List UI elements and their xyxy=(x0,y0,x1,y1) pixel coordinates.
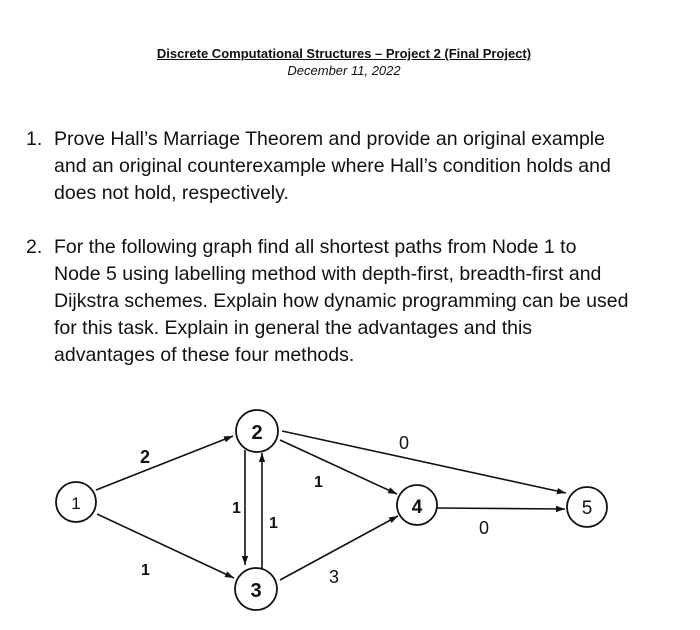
edge-2-4 xyxy=(280,440,397,494)
edge-weight-2-5: 0 xyxy=(399,433,410,453)
edge-weight-2-3: 1 xyxy=(232,500,241,517)
node-label-4: 4 xyxy=(411,497,423,518)
question-text-line: For the following graph find all shortest paths from Node 1 to xyxy=(54,236,577,258)
question-text-line: and an original counterexample where Hall’s condition holds and xyxy=(54,155,611,177)
edge-weight-4-5: 0 xyxy=(479,518,490,538)
question-text-line: advantages of these four methods. xyxy=(54,344,355,366)
node-label-3: 3 xyxy=(250,580,262,602)
question-text-line: Dijkstra schemes. Explain how dynamic programming can be used xyxy=(54,290,629,312)
edge-weight-1-2: 2 xyxy=(140,447,151,467)
document-title: Discrete Computational Structures – Project 2 (Final Project) xyxy=(156,46,532,61)
question-text-line: does not hold, respectively. xyxy=(54,182,289,204)
question-text-line: for this task. Explain in general the advantages and this xyxy=(54,317,533,339)
edge-weight-1-3: 1 xyxy=(141,562,150,579)
question-number: 2. xyxy=(26,236,43,258)
edge-1-2 xyxy=(96,436,233,490)
edge-weight-3-4: 3 xyxy=(329,567,340,587)
edge-weight-2-4: 1 xyxy=(314,474,323,491)
document-date: December 11, 2022 xyxy=(287,63,401,78)
question-number: 1. xyxy=(26,128,43,150)
edge-weight-3-2: 1 xyxy=(269,515,278,532)
node-label-2: 2 xyxy=(251,422,263,444)
node-label-5: 5 xyxy=(581,498,593,519)
node-label-1: 1 xyxy=(71,494,81,513)
edge-1-3 xyxy=(97,514,234,578)
question-text-line: Prove Hall’s Marriage Theorem and provide an original example xyxy=(54,128,605,150)
question-text-line: Node 5 using labelling method with depth-first, breadth-first and xyxy=(54,263,602,285)
edge-4-5 xyxy=(436,508,565,509)
edge-2-5 xyxy=(282,431,566,493)
